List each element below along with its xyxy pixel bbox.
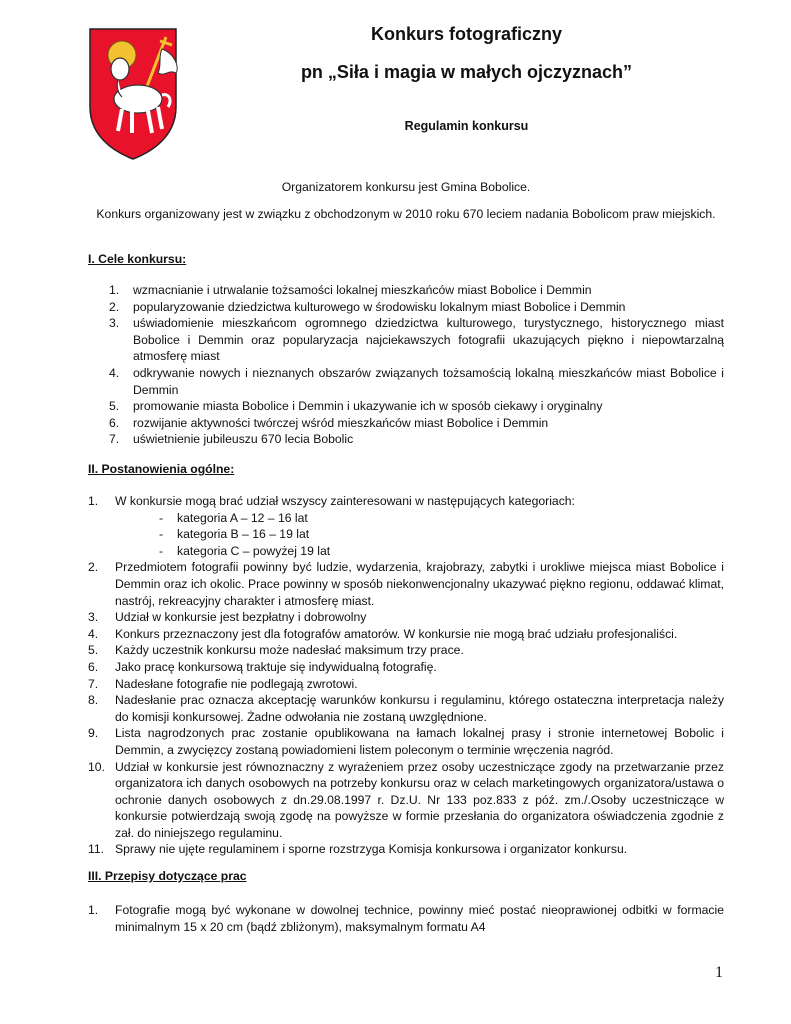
list-item: 4. Konkurs przeznaczony jest dla fotografów amatorów. W konkursie nie mogą brać udziału profesjonaliści. bbox=[88, 626, 678, 641]
intro-organizer: Organizatorem konkursu jest Gmina Bobolice. bbox=[281, 180, 531, 194]
category-item: - kategoria A – 12 – 16 lat bbox=[159, 510, 308, 525]
category-item: - kategoria C – powyżej 19 lat bbox=[159, 543, 331, 558]
section-3-heading: III. Przepisy dotyczące prac bbox=[88, 869, 247, 883]
list-item: 1. W konkursie mogą brać udział wszyscy zainteresowani w następujących kategoriach: - kategoria A – 12 – 16 lat - kategoria B – 16 – 19 lat - kategoria C – powyżej 19 lat bbox=[88, 493, 724, 559]
list-item: 9. Lista nagrodzonych prac zostanie opublikowana na łamach lokalnej prasy i stronie internetowej Bobolic i Demmin, a zwycięzcy zostaną powiadomieni listem poleconym o terminie wręczenia nagród. bbox=[88, 726, 724, 757]
section-1-list bbox=[88, 282, 724, 448]
list-item: 10. Udział w konkursie jest równoznaczny z wyrażeniem przez osoby uczestniczące zgody na przetwarzanie przez organizatora ich danych osobowych na potrzeby konkursu oraz w celach marketingowych organizatora/ustawa o ochronie danych osobowych z dn.29.08.1997 r. Dz.U. Nr 133 poz.833 z póź. zm./.Osoby uczestniczące w konkursie potwierdzają swoją zgodę na powyższe w formie przesłania do organizatora oświadczenia zgodnie z zał. do niniejszego regulaminu. bbox=[88, 759, 724, 840]
section-2-list bbox=[88, 493, 724, 858]
document-title: Konkurs fotograficzny bbox=[370, 24, 562, 44]
document-title-subline: pn „Siła i magia w małych ojczyznach” bbox=[300, 62, 633, 82]
section-1-heading: I. Cele konkursu: bbox=[88, 252, 187, 266]
list-item: 7. uświetnienie jubileuszu 670 lecia Bobolic bbox=[109, 432, 354, 447]
intro-occasion: Konkurs organizowany jest w związku z obchodzonym w 2010 roku 670 leciem nadania Bobolicom praw miejskich. bbox=[96, 207, 716, 221]
list-item: 6. Jako pracę konkursową traktuje się indywidualną fotografię. bbox=[88, 659, 437, 674]
category-item: - kategoria B – 16 – 19 lat bbox=[159, 527, 310, 542]
section-3-list bbox=[88, 902, 724, 935]
list-item: 1. Fotografie mogą być wykonane w dowolnej technice, powinny mieć postać nieoprawionej odbitki w formacie minimalnym 15 x 20 cm (bądź zbliżonym), maksymalnym formatu A4 bbox=[88, 903, 724, 934]
list-item: 11. Sprawy nie ujęte regulaminem i sporne rozstrzyga Komisja konkursowa i organizator konkursu. bbox=[88, 842, 628, 857]
list-item: 6. rozwijanie aktywności twórczej wśród mieszkańców miast Bobolice i Demmin bbox=[109, 415, 549, 430]
list-item: 4. odkrywanie nowych i nieznanych obszarów związanych tożsamością lokalną mieszkańców miast Bobolice i Demmin bbox=[109, 365, 724, 397]
category-list bbox=[115, 510, 724, 560]
list-item: 1. wzmacnianie i utrwalanie tożsamości lokalnej mieszkańców miast Bobolice i Demmin bbox=[109, 283, 592, 297]
coat-of-arms-icon bbox=[88, 27, 178, 161]
list-item: 3. uświadomienie mieszkańcom ogromnego dziedzictwa kulturowego, turystycznego, historycznego miast Bobolice i Demmin oraz popularyzacja najciekawszych fotografii ukazujących piękno i niepowtarzalną atmosferę miast bbox=[109, 316, 724, 364]
list-item: 7. Nadesłane fotografie nie podlegają zwrotowi. bbox=[88, 676, 358, 691]
section-2-heading: II. Postanowienia ogólne: bbox=[88, 462, 235, 476]
list-item: 8. Nadesłanie prac oznacza akceptację warunków konkursu i regulaminu, którego ostateczna interpretacja należy do komisji konkursowej. Żadne odwołania nie zostaną uwzględnione. bbox=[88, 693, 724, 724]
document-subtitle: Regulamin konkursu bbox=[404, 119, 529, 133]
page-number: 1 bbox=[715, 964, 723, 981]
list-item: 5. Każdy uczestnik konkursu może nadesłać maksimum trzy prace. bbox=[88, 643, 464, 658]
list-item: 2. popularyzowanie dziedzictwa kulturowego w środowisku lokalnym miast Bobolice i Demmin bbox=[109, 299, 626, 314]
list-item: 2. Przedmiotem fotografii powinny być ludzie, wydarzenia, krajobrazy, zabytki i urokliwe miejsca miast Bobolice i Demmin oraz ich okolic. Prace powinny w sposób niekonwencjonalny ukazywać piękno regionu, oddawać klimat, nastrój, rekreacyjny charakter i atmosferę miast. bbox=[88, 560, 724, 608]
list-item: 5. promowanie miasta Bobolice i Demmin i ukazywanie ich w sposób ciekawy i oryginalny bbox=[109, 399, 603, 414]
list-item: 3. Udział w konkursie jest bezpłatny i dobrowolny bbox=[88, 610, 367, 625]
